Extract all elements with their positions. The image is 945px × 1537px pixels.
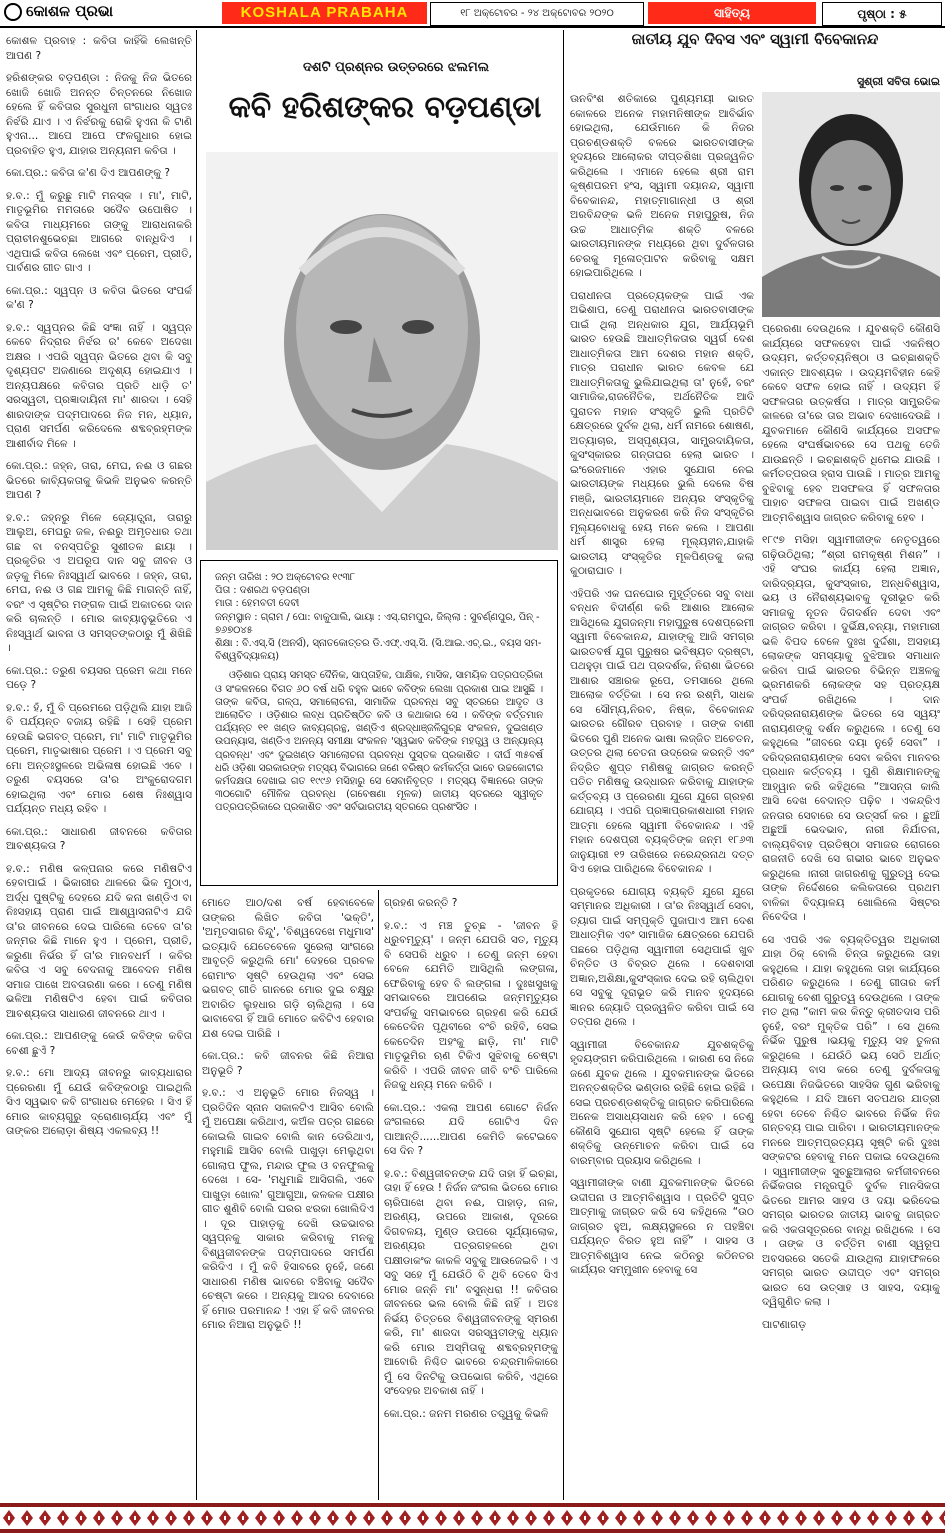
paragraph: କୋ.ପ୍ର.: ଏକଲା ଆପଣ ଗୋଟେ ନିର୍ଜନ ଜଂଗଲରେ ଯଦି ଗୋଟିଏ ଦିନ ପାଆନ୍ତି......ଆପଣ କେମିତି କଟେଇବେ ସେ ଦିନ ? [384, 1101, 558, 1157]
bio-education: ଶିକ୍ଷା : ବି.ଏସ୍.ସି (ଅନର୍ସ), ସ୍ନାତକୋତ୍ତର ଡି.ଏଫ୍.ଏସ୍.ସି. (ସି.ଆଇ.ଏଚ୍.ଇ., ବୟସ ସମ-ବିଶ୍ୱବିଦ୍ୟାଳୟ) [215, 638, 542, 663]
paragraph: ହ.ବ.: ଏ ମଞ୍ଚ ତୁଚ୍ଛ - 'ଜୀବନ ହି ଧ୍ରୁବମୃତ୍ୟୁ' । ଜନ୍ମ ଯେପରି ସତ, ମୃତ୍ୟୁ ବି ସେପରି ଧ୍ରୁବ । ତେଣୁ ଜନ୍ମ ହେବା ବେଳେ ଯେମିତି ଆସିଥିଲି ଲଙ୍ଗଳା, ଫେରିବାକୁ ହେବ ବି ଲଙ୍ଗଳା । ଦୁଃଖସୁଖକୁ ସମଭାବରେ ଆପଣେଇ ଜନ୍ମମୃତ୍ୟୁର ସଂପର୍କକୁ ସମଭାବରେ ଗ୍ରହଣ କରି ଯେଉଁ କେତେଦିନ ପୃଥିବୀରେ ବଂଚି ରହିବି, ସେଇ କେତେଦିନ ଅହଂକୁ ଛାଡ଼ି, ମା' ମାଟି ମାତୃଭୂମିର ଋଣ ଟିକିଏ ସୁଝିବାକୁ ଚେଷ୍ଟା କରିବି । ଏପରି ଜୀବନ ଜୀବି ବଂଚି ପାରିଲେ ନିଜକୁ ଧନ୍ୟ ମନେ କରିବି । [384, 919, 558, 1091]
poet-bio-box [200, 560, 558, 886]
paragraph: କୋ.ପ୍ର.: ଆପଣଙ୍କୁ କେଉଁ କବିଙ୍କ କବିତା ବେଶୀ ଛୁଏଁ ? [6, 1030, 192, 1057]
paragraph: ହ.ବ.: ମୁଁ କରୁଛୁ ମାଟି ମନସ୍କ । ମା', ମାଟି, ମାତୃଭୂମିର ମମତାରେ ସଦୈବ ଉପୋଷିତ । କବିତା ମାଧ୍ୟମରେ ତାଙ୍କୁ ଆରାଧନାକରି ପ୍ରାଚୀନଶୁଭେଚ୍ଛା ଆଗରେ ବାନ୍ଧିଦିଏ । ଏଥିପାଇଁ କବିତା ଲେଖେ ଏବଂ ପ୍ରେମ, ପ୍ରୀତି, ପାର୍ବଣର ଗୀତ ଗାଏ । [6, 189, 192, 274]
paragraph: ସେ ଏପରି ଏକ ବ୍ୟକ୍ତିତ୍ୱର ଅଧିକାରୀ ଯାହା ଠିକ୍ ବୋଲି ଚିନ୍ତା କରୁଥିଲେ ତାହା କହୁଥିଲେ । ଯାହା କହୁଥିଲେ ତାହା କାର୍ଯ୍ୟରେ ପରିଣତ କରୁଥିଲେ । ତେଣୁ ଗୀତାର କର୍ମ ଯୋଗକୁ ବେଶୀ ଗୁରୁତ୍ୱ ଦେଉଥିଲେ । ତାଙ୍କ ମତ ଥିଲା “କାମ କର କିନ୍ତୁ କ୍ରୀତଦାସ ପରି ନୁହେଁ, ବରଂ ମୁକ୍ତିକ ପରି” । ସେ ଥିଲେ ନିର୍ଭିକ ପୁରୁଷ ।ଭୟକୁ ମୃତ୍ୟୁ ସହ ତୁଳନା କରୁଥିଲେ । ଯେଉଁଠି ଭୟ ସେଠି ଅର୍ଥାତ୍ ଅନ୍ୟାୟ ବାସ କରେ ତେଣୁ ଦୁର୍ବଳତାକୁ ଉପେକ୍ଷା ନିଜଭିତରେ ସାହସିକ ଗୁଣ ଭରିବାକୁ କହୁଥିଲେ । ଯଦି ଆମେ ସତପଥର ଯାତ୍ରୀ ହେବା ତେବେ ନିଶ୍ଚିତ ଭାବରେ ନିର୍ଭିକ ନିଜ ଗନ୍ତବ୍ୟ ପାଇ ପାରିବା । ଭାରତୀୟମାନଙ୍କ ମନରେ ଆତ୍ମପ୍ରତ୍ୟୟ ସୃଷ୍ଟି କରି ଦୁଃଖ ସଙ୍କଟର ହେବାକୁ ମନେ ପକାଇ ଦେଉଥିଲେ । ସ୍ୱାମୀଜୀଙ୍କ ସୁଚ୍ଛୁଆଲାର କର୍ମଜୀବନରେ ନିର୍ଭିକତାର ମନ୍ତ୍ରପୁତି ଦୁର୍ବଳ ମାନସିକତା ଭିତରେ ଆମର ସାହସ ଓ ଦୟା ଭରିଦେଇ ସମଗ୍ର ଭାରତର ଜାତୀୟ ଭାବକୁ ଜାଗ୍ରତ କରି ଏକତାସୂତ୍ରରେ ବାନ୍ଧି ରଖିଥିଲେ । ସେ । ତାଙ୍କ ଓ ବର୍ତ୍ତିମ ବାଣୀ ସ୍ୱରୂପ ଅବସରରେ ସତେକି ଯାଉଥିଲା ଯାହାଫଳରେ ସମଗ୍ର ଭାରତ ଉଦ୍ଦୀପ୍ତ ଏବଂ ସମଗ୍ର ଭାରତ ସେ ଉତ୍ସାହ ଓ ସାହସ, ଦୟାକୁ ଦ୍ୱିଗୁଣିତ କଲା । [762, 933, 940, 1308]
paragraph: ହ.ବ.: ବିଶ୍ୱଜୀବନଙ୍କ ଯଦି ତାହା ହିଁ ଇଚ୍ଛା, ତାହା ହିଁ ହେଉ ! ନିର୍ଜନ ଜଂଗଲ ଭିତରେ ମୋର ଚାରିପାଖେ ଥିବା ନଈ, ପାହାଡ଼, ନାଳ, ଅରଣ୍ୟ, ଉପରେ ଆକାଶ, ଦୂରରେ ଦିଗବଳୟ, ମୁଣ୍ଡ ଉପରେ ସୂର୍ଯ୍ୟାଲୋକ, ଅରଣ୍ୟର ପତ୍ରଗହଳରେ ଥିବା ପକ୍ଷୀଡାକଂକ କାକଳି ସବୁକୁ ଆଉଜେଇବି । ଏ ସବୁ ସହେ ମୁଁ ଯେଉଁଠି ବି ଥିବି ତେବେ ସିଏ ମୋର ଜନ୍ନି ମା' ବସୁନ୍ଧରା !! କବିତାର ଜୀବନରେ ଭଲ ବୋଲି କିଛି ନାହିଁ । ଅତଃ ନିର୍ଭୟ ଚିତ୍ତରେ ବିଶ୍ୱଜୀବନଙ୍କୁ ସ୍ମରଣ କରି, ମା' ଶାରଦା ସରସ୍ୱତୀଙ୍କୁ ଧ୍ୟାନ କରି ମୋର ଅସ୍ମିତାକୁ ଶବ୍ଦବ୍ରହ୍ମଙ୍କୁ ଆବୋରି ନିଶ୍ଚିତ ଭାବରେ ଚନ୍ଦ୍ରମାଳିକାରେ ମୁଁ ସେ ଦିନଟିକୁ ଉପଭୋଗ କରିବି, ଏଥିରେ ସଂଦେହର ଅବକାଶ ନାହିଁ । [384, 1167, 558, 1397]
section-title: ସାହିତ୍ୟ [648, 2, 816, 24]
interview-left-column [6, 34, 192, 1500]
bio-paragraph: ଓଡ଼ିଶାର ପ୍ରାୟ ସମସ୍ତ ଦୈନିକ, ସାପ୍ତାହିକ, ପାକ୍ଷିକ, ମାସିକ, ସାମୟିକ ପତ୍ରପତ୍ରିକା ଓ ସଂକଳନରେ ବିଗତ ୬୦ ବର୍ଷ ଧରି ବହୁଳ ଭାବେ କବିଙ୍କ ଲେଖା ପ୍ରକାଶ ପାଇ ଆସୁଛି । ତାଙ୍କ କବିତା, ଗଳ୍ପ, ସମାଲୋଚନା, ସାମାଜିକ ପ୍ରବନ୍ଧ ସବୁ ସ୍ତରରେ ଆଦୃତ ଓ ଆଲୋଚିତ । ଓଡ଼ିଶାର ଲବ୍ଧ ପ୍ରତିଷ୍ଠିତ କବି ଓ କଥାକାର ସେ । କବିଙ୍କ ବର୍ତ୍ତମାନ ପର୍ଯ୍ୟନ୍ତ ୧୧ ଖଣ୍ଡ କାବ୍ୟଗ୍ରନ୍ଥ, ଖଣ୍ଡିଏ ଶ୍ରଦ୍ଧାଞ୍ଜଳିଗୁଚ୍ଛ ସଂକଳନ, ଦୁଇଖଣ୍ଡ ଉପନ୍ୟାସ, ଖଣ୍ଡିଏ ଅନନ୍ୟ ସମୀକ୍ଷା ସଂକଳନ 'ସ୍ୱଭାବ କବିଙ୍କ ମହତ୍ତ୍ୱ ଓ ଅନ୍ୟାନ୍ୟ ପ୍ରବନ୍ଧ' ଏବଂ ଦୁଇଖଣ୍ଡ ସମାଲୋଚନା ପ୍ରବନ୍ଧ ପୁସ୍ତକ ପ୍ରକାଶିତ । ଦୀର୍ଘ ୩୫ବର୍ଷ ଧରି ଓଡ଼ିଶା ସରକାରଙ୍କ ମତ୍ସ୍ୟ ବିଭାଗରେ ଜଣେ ବରିଷ୍ଠ କର୍ମକର୍ତ୍ତା ଭାବେ ଉଚ୍ଚକୋଟୀର କର୍ମଦକ୍ଷତା ଦେଖାଇ ଗତ ୧୯୯୬ ମସିହାରୁ ସେ ସେବାନିବୃତ୍ତ । ମତ୍ସ୍ୟ ବିଜ୍ଞାନରେ ତାଙ୍କ ୩୦ଗୋଟି ମୌଳିକ ପ୍ରବନ୍ଧ (ଗବେଷଣା ମୂଳକ) ଜାତୀୟ ସ୍ତରରେ ସ୍ୱୀକୃତ ପତ୍ରପତ୍ରିକାରେ ପ୍ରକାଶିତ ଏବଂ ସର୍ବଭାରତୀୟ ସ୍ତରରେ ପ୍ରଶଂସିତ । [215, 670, 543, 814]
paragraph: ଗ୍ରହଣ କରନ୍ତି ? [384, 897, 458, 909]
english-name: KOSHALA PRABAHA [222, 2, 427, 24]
author-photo [762, 92, 940, 317]
paragraph: କୋ.ପ୍ର.: ସାଧାରଣ ଜୀବନରେ କବିତାର ଆବଶ୍ୟକତା ? [6, 825, 192, 852]
interview-middle-right-column [384, 896, 558, 1500]
logo-icon [4, 3, 22, 21]
paragraph: କୋ.ପ୍ର.: କବି ଜୀବନର କିଛି ନିଆରା ଅନୁଭୂତି ? [202, 1050, 374, 1077]
paragraph: ହ.ବ.: ହଁ, ମୁଁ ବି ପ୍ରେମରେ ପଡ଼ିଥିଲି ଯାହା ଆଜି ବି ପର୍ଯ୍ୟନ୍ତ ବଜାୟ ରହିଛି । ସେହି ପ୍ରେମ ହେଉଛି ଭଗବତ୍ ପ୍ରେମ, ମା' ମାଟି ମାତୃଭୂମିର ପ୍ରେମ, ମାତୃଭାଷାର ପ୍ରେମ । ଏ ପ୍ରେମ ସବୁ ମୋ ଅନ୍ତଃସ୍ଥଳରେ ଅଭିଳାଷ ହୋଇଛି ଏବେ । ତରୁଣ ବୟସରେ ତା'ର ଅଂକୁରୋଦଗମ ହୋଇଥିଲା ଏବଂ ମୋର ଶେଷ ନିଃଶ୍ୱାସ ପର୍ଯ୍ୟନ୍ତ ମଧ୍ୟ ରହିବ । [6, 701, 192, 815]
column-rule [563, 30, 564, 1500]
paper-name-text: କୋଶଳ ପ୍ରଭା [26, 2, 114, 20]
masthead [0, 0, 945, 28]
page-number: ପୃଷ୍ଠା : ୫ [822, 2, 942, 26]
paper-name [4, 2, 214, 24]
paragraph: ୧୮୯୭ ମସିହା ସ୍ୱାମୀଜୀଙ୍କ ନେତୃତ୍ୱରେ ଗଢ଼ିଉଠିଥିଲା; “ଶ୍ରୀ ରାମକୃଷ୍ଣ ମିଶନ” । ଏହି ସଂଘର କାର୍ଯ୍ୟ ହେଲା ଅଜ୍ଞାନ, ଦାରିଦ୍ର୍ୟତା, କୁସଂସ୍କାର, ଅନ୍ଧବିଶ୍ୱାସ, ଭୟ ଓ ନୈରାଶ୍ୟଭାବକୁ ଦୂରୀଭୂତ କରି ସମାଜକୁ ନୂତନ ଦିଗଦର୍ଶନ ଦେବା ଏବଂ ଜାଗ୍ରତ କରିବା । ଦୁର୍ଭିକ୍ଷ,ବନ୍ୟା, ମହାମାରୀ ଭଳି ବିପଦ ବେଳେ ଦୁଃଖ ଦୁର୍ଦ୍ଦଶା, ଅସହାୟ ଲୋକଙ୍କ ସମସ୍ୟାକୁ ବୁଝିଆର ସମାଧାନ କରିବା ପାଇଁ ଭାରତର ବିଭିନ୍ନ ଅଞ୍ଚଳକୁ ଭ୍ରମଣକରି ଲୋକଙ୍କ ସହ ପ୍ରତ୍ୟକ୍ଷ ସଂପର୍କ ରଖିଥିଲେ । ଦାନ ଦରିଦ୍ରନାରାୟଣଙ୍କ ଭିତରେ ସେ ସ୍ୱୟଂ ନାରାୟଣଙ୍କୁ ଦର୍ଶନ କରୁଥିଲେ । ତେଣୁ ସେ କହୁଥିଲେ “ଜୀବରେ ଦୟା ନୁହେଁ ସେବା” । ଦରିଦ୍ରନାରାୟଣଙ୍କ ସେବା କରିବା ମାନବର ପ୍ରଧାନ କର୍ତ୍ତବ୍ୟ । ପୁଣି ଶିକ୍ଷାମାନଙ୍କୁ ଆହ୍ୱାନ କରି କହିଥିଲେ “ଆସନ୍ତା କାଲି ଆସି ଦେଖ ବେଦାନ୍ତ ପଢ଼ିବ । ଏକନ୍ଦ୍ରିଏ ଜନତାର ସେବାରେ ସେ ଉତ୍ସର୍ଗ କର । ଛୁଆଁ ଅଛୁଆଁ ଭେଦଭାବ, ନାରୀ ନିର୍ଯାତନା, ବାଲ୍ୟବିବାହ ପ୍ରତିଷ୍ଠା ସମାଜର ରୋଗରେ ରାଜନୀତି ଦେଖି ସେ ଗଭୀର ଭାବେ ଅନୁଭବ କରୁଥିଲେ ।ନାରୀ ଜାଗରଣକୁ ଗୁରୁତ୍ୱ ଦେଇ ତାଙ୍କ ନିର୍ଦ୍ଦେଶରେ କଲିକତାରେ ପ୍ରଥମ ବାଳିକା ବିଦ୍ୟାଳୟ ଖୋଲିଲେ ସିଷ୍ଟର ନିବେଦିତା । [762, 534, 940, 923]
interview-headline: କବି ହରିଶଙ୍କର ବଡ଼ପଣ୍ଡା [228, 90, 542, 125]
article2-narrow-column [570, 92, 754, 1500]
paragraph: ପ୍ରେରଣା ଦେଉଥିଲେ । ଯୁବଶକ୍ତି କୌଣସି କାର୍ଯ୍ୟରେ ସଫଳହେବା ପାଇଁ ଏକନିଷ୍ଠ ଉଦ୍ୟମ, କର୍ତ୍ତବ୍ୟନିଷ୍ଠା ଓ ଇଚ୍ଛାଶକ୍ତି ଏକାନ୍ତ ଆବଶ୍ୟକ । ଉଦ୍ୟମବିହୀନ କେହି କେବେ ସଫଳ ହୋଇ ନାହିଁ । ଉଦ୍ୟମ ହିଁ ସଫଳତାର ଉତ୍କର୍ଷତା । ମାତ୍ର ସାମ୍ପ୍ରତିକ କାଳରେ ତା'ରେ ତାର ଅଭାବ ଦେଖାଦେଉଛି ।ଯୁବକମାନେ କୌଣସି କାର୍ଯ୍ୟରେ ଅସଫଳ ହେଲେ ସଂଘର୍ଷଭାବରେ ସେ ପଥକୁ ତେଜି ଯାଉଛନ୍ତି । ଇଚ୍ଛାଶକ୍ତି ଧିମେଇ ଯାଉଛି । କର୍ମତତ୍ପରତା ହ୍ରାସ ପାଉଛି । ମାତ୍ର ଆମକୁ ବୁଝିବାକୁ ହେବ ଅସଫଳତା ହିଁ ସଫଳତାର ପାହାଚ ସଫଳତା ପାଇବା ପାଇଁ ଅଖଣ୍ଡ ଆତ୍ମବିଶ୍ୱାସ ଜାଗ୍ରତ କରିବାକୁ ହେବ । [762, 323, 940, 524]
paragraph: ହରିଶଙ୍କର ବଡ଼ପଣ୍ଡା : ନିଜକୁ ନିଜ ଭିତରେ ଖୋଜି ଖୋଜି ଅନନ୍ତ ଚିନ୍ତନରେ ନିଖୋଜ ହେଲେ ହିଁ କବିତାର ସୁରଧୁନୀ ଗଂଗାଧର ସ୍ୱତଃ ନିର୍ଝରି ଯାଏ । ଏ ନିର୍ଝରକୁ ରୋକି ହୁଏନା କି ଟାଣି ହୁଏନା... ଆପେ ଆପେ ଫଳଗୁଧାର ହୋଇ ପ୍ରବାହିତ ହୁଏ, ଯାହାର ଅନ୍ୟନାମ କବିତା । [6, 72, 192, 157]
article2-wide-column [762, 322, 940, 1500]
paragraph: ସ୍ୱାମୀଜୀ ବିବେକାନନ୍ଦ ଯୁବଶକ୍ତିକୁ ହୃଦୟଙ୍ଗମ କରିପାରିଥିଲେ । କାରଣ ସେ ନିଜେ ଜଣେ ଯୁବକ ଥିଲେ । ଯୁବକମାନଙ୍କ ଭିତରେ ଅନନ୍ତଶକ୍ତିର ଭଣ୍ଡାର ରହିଛି ହୋଇ ରହିଛି । ସେଇ ପ୍ରଚଣ୍ଡଶକ୍ତିକୁ ଜାଗ୍ରତ କରିପାରିଲେ ଅନେକ ଅସାଧ୍ୟସାଧନ କରି ହେବ । ତେଣୁ କୌଣସି ସୁଯୋଗ ସୃଷ୍ଟି ହେଲେ ହିଁ ତାଙ୍କ ଶକ୍ତିକୁ ଉନ୍ମୋଚନ କରିବା ପାଇଁ ସେ ବାରମ୍ବାର ପ୍ରୟାସ କରିଥିଲେ । [570, 1038, 754, 1167]
interview-middle-left-column [202, 896, 374, 1500]
paragraph: ହ.ବ.: ମଣିଷ କଳ୍ପନାର କରେ ମଣିଷଟିଏ ହେବାପାଇଁ । ଭିକାରୀର ଥାଳରେ ଭିକ ମୁଠାଏ, ଅର୍ଦ୍ଧ ପୁଷ୍ଟିକୁ ଦେହରେ ଯଦି କନା ଖଣ୍ଡିଏ ବା ନିଃସହାୟ ପ୍ରାଣ ପାଇଁ ଆଶ୍ୱାସନାଟିଏ ଯଦି ତା'ର ଜୀବନରେ ଦେଇ ପାରିଲେ ତେବେ ତା'ର ଜନ୍ମର କିଛି ମାନେ ହୁଏ । ପ୍ରେମ, ପ୍ରୀତି, କରୁଣା ନିର୍ଭର ହିଁ ତା'ର ମାନବଧର୍ମ । କବିର କବିତା ଏ ସବୁ ବେଦନାକୁ ଆବେଦନ ମଣିଷ ସମାଜ ପାଖେ ଅବତାରଣା କରେ । ତେଣୁ ମଣିଷ ଭଳିଆ ମଣିଷଟିଏ ହେବା ପାଇଁ କବିତାର ଆବଶ୍ୟକତା ସାଧାରଣ ଜୀବନରେ ଥାଏ । [6, 862, 192, 1020]
paragraph: କୋ.ପ୍ର.: ଜନମ ମରଣର ତତ୍ତ୍ୱକୁ କିଭଳି [384, 1407, 549, 1420]
paragraph: କୋଶଳ ପ୍ରବାହ : କବିତା କାହିଁକି ଲେଖନ୍ତି ଆପଣ ? [6, 35, 192, 62]
paragraph: ପାଟଣାଗଡ଼ [762, 1318, 807, 1331]
paragraph: ହ.ବ.: ମୋ ଆଦ୍ୟ ଜୀବନରୁ କାବ୍ୟଧାରାର ପ୍ରେରଣା ମୁଁ ଯେଉଁ କବିଙ୍କଠାରୁ ପାଇଥିଲି ସିଏ ସ୍ୱଭାବ କବି ଗଂଗାଧର ମେହେର । ସିଏ ହିଁ ମୋର କାବ୍ୟଗୁରୁ ଦ୍ରୋଣାଚାର୍ଯ୍ୟ ଏବଂ ମୁଁ ତାଙ୍କର ଅଲୋଡ଼ା ଶିଷ୍ୟ ଏକଲବ୍ୟ !! [6, 1067, 192, 1137]
article2-title: ଜାତୀୟ ଯୁବ ଦିବସ ଏବଂ ସ୍ୱାମୀ ବିବେକାନନ୍ଦ [631, 30, 879, 48]
paragraph: କୋ.ପ୍ର.: ତରୁଣ ବୟସର ପ୍ରେମ କଥା ମନେ ପଡ଼େ ? [6, 664, 192, 691]
poet-photo [206, 152, 558, 550]
paragraph: ହ.ବ.: ସ୍ୱପ୍ନର କିଛି ସଂଜ୍ଞା ନାହିଁ । ସ୍ୱପ୍ନ କେବେ ନିଦ୍ରାର ନିର୍ଝର ର' କେବେ ଅଦେଖା ଅକ୍ଷର । ଏପରି ସ୍ୱପ୍ନ ଭିତରେ ଥିବା କି ସବୁ ଦୃଶ୍ୟପଟ ଅଜଣାରେ ଅଦୃଶ୍ୟ ହୋଇଯାଏ । ଅନ୍ୟପକ୍ଷରେ କବିତାର ପ୍ରତି ଧାଡ଼ି ତ' ସରସ୍ୱତୀ, ପ୍ରଜ୍ଞାଦାୟିନୀ ମା' ଶାରଦା । ସେହି ଶାରଦାଙ୍କ ପଦ୍ମପାଦରେ ନିଜ ମନ, ଧ୍ୟାନ, ପ୍ରାଣ ସମର୍ପଣ କରିଦେଲେ ଶବ୍ଦବ୍ରହ୍ମଙ୍କ ଆଶୀର୍ବାଦ ମିଳେ । [6, 321, 192, 450]
author-portrait-image [762, 92, 940, 317]
paragraph: ମୋତେ ଆଠ/ଦଶ ବର୍ଷ ହେବାବେଳେ ତାଙ୍କର ଲିଖିତ କବିତା 'ଭକ୍ତି', 'ଅମୃତସାଗର ବିନ୍ଦୁ', 'ବିଶ୍ୱଦେଖେ ମଧୁମାସ' ଇତ୍ୟାଦି ଯେତେବେଳେ ସୁରେଲା ସାଂଗରେ ଆବୃତ୍ତି କରୁଥିଲି ମୋ' ଦେହରେ ପ୍ରବଳ ରୋମାଂଚ ସୃଷ୍ଟି ହେଉଥିଲା ଏବଂ ସେଇ ଭଗବତ୍ ଗୀତି ଗାନରେ ମୋର ଦୁଇ ଚକ୍ଷୁରୁ ଅବାରିତ ଲୁହଧାର ଗଡ଼ି ଚାଲିଥିଲା । ସେ ଭାବାବେଗ ହିଁ ଆଜି ମୋତେ କବିଟିଏ ହେବାର ଯଶ ଦେଇ ପାରିଛି । [202, 897, 374, 1040]
bio-birthplace: ଜନ୍ମସ୍ଥାନ : ଗ୍ରାମ / ପୋ: ବାକୁପାଲି, ଭାୟା : ଏସ୍.ରାମପୁର, ଜିଲ୍ଲା : ସୁବର୍ଣ୍ଣପୁର, ପିନ୍ - ୭୬୭୦୪୫ [215, 611, 540, 636]
interview-kicker: ଦଶଟି ପ୍ରଶ୍ନର ଉତ୍ତରରେ ଝଲମଲ [302, 60, 490, 75]
paragraph: ସ୍ୱାମୀଜୀଙ୍କ ବାଣୀ ଯୁବକମାନଙ୍କ ଭିତରେ ଉଦ୍ଦୀପନା ଓ ଆତ୍ମବିଶ୍ୱାସ । ପ୍ରତିଟି ସୁପ୍ତ ଆତ୍ମାକୁ ଜାଗ୍ରତ କରି ସେ କହିଥିଲେ “ଉଠ ଜାଗ୍ରତ ହୁଅ, ଲକ୍ଷ୍ୟସ୍ଥଳରେ ନ ପହଞ୍ଚିବା ପର୍ଯ୍ୟନ୍ତ ବିରତ ହୁଅ ନାହିଁ” । ସାହସ ଓ ଆତ୍ମବିଶ୍ୱାସ ନେଇ କଠିନରୁ କଠିନତର କାର୍ଯ୍ୟର ସମ୍ମୁଖୀନ ହେବାକୁ ସେ [570, 1177, 754, 1276]
paragraph: କୋ.ପ୍ର.: ସ୍ୱପ୍ନ ଓ କବିତା ଭିତରେ ସଂପର୍କ କ'ଣ ? [6, 284, 192, 311]
column-rule [378, 890, 379, 1500]
paragraph: ହ.ବ.: ଏ ଅନୁଭୂତି ମୋର ନିଜସ୍ୱ । ପ୍ରତିଦିନ ସ୍ନାନ ସକାଳଟିଏ ଆସିବ ବୋଲି ମୁଁ ଅପେକ୍ଷା କରିଥାଏ, କଅଁଳ ପତ୍ର ଗଛରେ କୋଇଲି ଗାଇବ ବୋଲି କାନ ଡେରିଥାଏ, ମହୁମାଛି ଆସିବ ବୋଲି ପାଖୁଡ଼ା ମେଲୁଥିବା ଗୋଲାପ ଫୁଲ, ମନ୍ଦାର ଫୁଲ ଓ ବନଫୁଲକୁ ଦେଖେ । ସେ- 'ମଧୁମାଛି ଆସିଗଲି, ଏବେ ପାଖୁଡ଼ା ଖୋଲ' ଗୁଆଗୁଆ, କଳକଳ ପକ୍ଷୀର ଗୀତ ଶୁଣିବି ବୋଲି ଘରର ଝରକା ଖୋଲିଦିଏ । ଦୂର ପାହାଡ଼କୁ ଦେଖି ଉଚ୍ଚଭାବର ସ୍ୱପ୍ନକୁ ସାକାର କରିବାକୁ ମନକୁ ବିଶ୍ୱଜୀବନଙ୍କ ପଦ୍ମପାଦରେ ସମର୍ପଣ କରିଦିଏ । ମୁଁ କବି ହିସାବରେ ନୁହେଁ, ଜଣେ ସାଧାରଣ ମଣିଷ ଭାବରେ ବଞ୍ଚିବାକୁ ସଦୈବ ଚେଷ୍ଟା କରେ । ଅନ୍ୟକୁ ଆଦର ଦେବାରେ ହିଁ ମୋର ପରମାନନ୍ଦ ! ଏହା ହିଁ କବି ଜୀବନର ମୋର ନିଆରା ଅନୁଭୂତି !! [202, 1087, 374, 1331]
column-rule [196, 30, 197, 1500]
paragraph: ପରାଧୀନତା ପ୍ରତ୍ୟେକଙ୍କ ପାଇଁ ଏକ ଅଭିଶାପ, ତେଣୁ ପରାଧୀନତା ଭାରତବାସୀଙ୍କ ପାଇଁ ଥିଲା ଅନ୍ଧକାର ଯୁଗ, ଆର୍ଯ୍ୟଭୂମି ଭାରତ ହେଉଛି ଆଧାତ୍ମିକତାର ସ୍ୱର୍ଗ ଦେଶ ଆଧାତ୍ମିକତା ଆମ ଦେଶର ମହାନ ଶକ୍ତି, ମାତ୍ର ପରାଧୀନ ଭାରତ କେବଳ ଯେ ଆଧାତ୍ମିକତାକୁ ଭୁଲିଯାଇଥିଲା ତା' ନୁହେଁ, ବରଂ ସାମାଜିକ,ରାଜନୈତିକ, ଅର୍ଥନୈତିକ ଆଦି ପୁରାତନ ମହାନ ସଂସ୍କୃତି ଭୁଲି ପ୍ରତିଟି କ୍ଷେତ୍ରରେ ଦୁର୍ବଳ ଥିଲା, ଧର୍ମ ନାମରେ ଶୋଷଣ, ଅତ୍ୟାଚାର, ଅସ୍ପୃଶ୍ୟତା, ସାମ୍ପ୍ରଦାୟିକତା, କୁସଂସ୍କାରର ଗନ୍ତାଘର ହେଲା ଭାରତ । ଇଂରେଜମାନେ ଏହାର ସୁଯୋଗ ନେଇ ଭାରତୀୟଙ୍କ ମଧ୍ୟରେ ଭୁଲି ଦେଲେ ବିଷ ମଞ୍ଜି, ଭାରତୀୟମାନେ ଅନ୍ୟର ସଂସ୍କୃତିକୁ ଅନ୍ଧଭାବରେ ଅନୁକରଣ କରି ନିଜ ସଂସ୍କୃତିର ମୂଲ୍ୟବୋଧକୁ ହେୟ ମନେ କଲେ । ଆପଣା ଧର୍ମ ଶାସ୍ତ୍ର ହେଲା ମୂଲ୍ୟହୀନ,ଯାହାକି ଭାରତୀୟ ସଂସ୍କୃତିର ମୂଳପିଣ୍ଡକୁ କଲା କୁଠାରାଘାତ । [570, 289, 754, 577]
border-pattern-icon [0, 1503, 945, 1533]
decorative-border [0, 1503, 945, 1533]
paragraph: ଊନବିଂଶ ଶତିକାରେ ପୁଣ୍ୟମୟୀ ଭାରତ କୋଳରେ ଅନେକ ମହାମନିଷୀଙ୍କ ଆବିର୍ଭାବ ହୋଇଥିଲା, ଯେଉଁମାନେ କି ନିଜର ପ୍ରଚଣ୍ଡଶକ୍ତି ବଳରେ ଭାରତବାସୀଙ୍କ ହୃଦୟରେ ଆଲୋକର ଦୀପ୍ତଶିଖା ପ୍ରଜ୍ୱଳିତ କରିଥିଲେ । ଏମାନେ ହେଲେ ଶ୍ରୀ ରାମ କୃଷ୍ଣପରମ ହଂସ, ସ୍ୱାମୀ ଦୟାନନ୍ଦ, ସ୍ୱାମୀ ବିବେକାନନ୍ଦ, ମହାତ୍ମାଗାନ୍ଧୀ ଓ ଶ୍ରୀ ଅରବିନ୍ଦଙ୍କ ଭଳି ଅନେକ ମହାପୁରୁଷ, ନିଜ ଉଚ୍ଚ ଆଧାତ୍ମିକ ଶକ୍ତି ବଳରେ ଭାରତୀୟମାନଙ୍କ ମଧ୍ୟରେ ଥିବା ଦୁର୍ବଳତାର ଚେରକୁ ମୂଳୋତ୍ପାଟନ କରିବାକୁ ସକ୍ଷମ ହୋଇପାରିଥିଲେ । [570, 93, 754, 279]
paragraph: ହ.ବ.: ଜହ୍ନରୁ ମିଳେ ଜ୍ୟୋତ୍ସ୍ନା, ତାରାରୁ ଆଲୁଅ, ମେଘରୁ ଜଳ, ନଈରୁ ଅମୃତଧାର ତଥା ଗଛ ବା ବନସ୍ପତିରୁ ସୁଶୀତଳ ଛାୟା । ପ୍ରକୃତିର ଏ ଅପରୂପ ଦାନ ସବୁ ଜୀବନ ଓ ଜଡ଼କୁ ମିଳେ ନିଃସ୍ୱାର୍ଥ ଭାବରେ । ଜହ୍ନ, ତାରା, ମେଘ, ନଈ ଓ ଗଛ ଆମକୁ କିଛି ମାଗନ୍ତି ନାହିଁ, ବରଂ ଏ ସୃଷ୍ଟିର ମଙ୍ଗଳ ପାଇଁ ଅକାତରେ ଦାନ କରି ଚାଲନ୍ତି । ମୋର କାବ୍ୟାନୁଭୂତିରେ ଏ ନିଃସ୍ୱାର୍ଥ ଭାବନା ଓ ସମସ୍ତଙ୍କଠାରୁ ମୁଁ ଶିଖିଛି । [6, 511, 192, 654]
bio-mother: ମାତା : ହେମବତୀ ଦେବୀ [215, 598, 300, 610]
bio-father: ପିତା : ଦଶରଥ ବଡ଼ପଣ୍ଡା [215, 585, 310, 597]
issue-date: ୧୮ ଅକ୍ଟୋବର - ୨୪ ଅକ୍ଟୋବର ୨୦୨୦ [430, 2, 644, 26]
bio-dob: ଜନ୍ମ ତାରିଖ : ୨୦ ଅକ୍ଟୋବର ୧୯୩୮ [215, 572, 356, 583]
paragraph: ଏହିପରି ଏକ ଘନଘୋର ମୁହୂର୍ତ୍ତରେ ସବୁ ବାଧା ବନ୍ଧନ ବିଦୀର୍ଣ୍ଣ କରି ଆଶାର ଆଲୋକ ଆସିଥିଲେ ଯୁଗଜନ୍ମା ମହାପୁରୁଷ ଦେଶପ୍ରେମୀ ସ୍ୱାମୀ ବିବେକାନନ୍ଦ, ଯାହାଙ୍କୁ ଆଜି ସମଗ୍ର ଭାରତବର୍ଷ ଯୁଗ ପୁରୁଷର ଭବିଷ୍ୟତ ଦ୍ରଷ୍ଟା, ପଥହୁଡ଼ା ପାଇଁ ପଥ ପ୍ରଦର୍ଶକ, ନିରାଶା ଭିତରେ ଆଶାର ସଞ୍ଚାରକ ରୂପେ, ତମସାରେ ଥିଲେ ଆଲୋକ ବର୍ତ୍ତିକା । ସେ ନର ରଶ୍ମି, ସାଧକ ସେ ସୌମ୍ୟ,ନିରବ, ନିଷ୍କ, ବିବେକାନନ୍ଦ ଭାରତର ଗୌରବ ପ୍ରବାହ । ତାଙ୍କ ବାଣୀ ଭିତରେ ପୁଣି ଅନେକ ଭାଷା ଲଜ୍ଜିତ ଅଚେତନ, ଉତ୍ତର ଥିଲା ଚେତନା ଉଦ୍ରେକ କରନ୍ତି ଏବଂ ନିଦ୍ରିତ ଶୁପ୍ତ ମଣିଷକୁ ଜାଗ୍ରତ କରନ୍ତି ପତିତ ମଣିଷକୁ ଉଦ୍ଧାରନ କରିବାକୁ ଯାହାଙ୍କ କର୍ତ୍ତବ୍ୟ ଓ ପ୍ରେରଣା ଯୁଗେ ଯୁଗେ ଗ୍ରହଣ ଯୋଗ୍ୟ । ଏପରି ପ୍ରଜ୍ଞାପ୍ରକାଶଧାରୀ ମହାନ ଆତ୍ମା ହେଲେ ସ୍ୱାମୀ ବିବେକାନନ୍ଦ । ଏହି ମହାନ ଦେଶପ୍ରୀ ବ୍ୟକ୍ତିଙ୍କ ଜନ୍ମ ୧୮୬୩ ଜାନୁୟାରୀ ୧୨ ତାରିଖରେ ନରେନ୍ଦ୍ରନାଥ ଦତ୍ତ ସିଏ ହୋଇ ପାରିଥିଲେ ବିବେକାନନ୍ଦ । [570, 587, 754, 875]
article2-author: ସୁଶ୍ରୀ ସବିତା ଭୋଇ [857, 75, 940, 88]
paragraph: କୋ.ପ୍ର.: କବିତା କ'ଣ ଦିଏ ଆପଣଙ୍କୁ ? [6, 167, 171, 179]
paragraph: ପ୍ରକୃତରେ ଯୋଗ୍ୟ ବ୍ୟକ୍ତି ଯୁଗେ ଯୁଗେ ସମ୍ମାନର ଅଧିକାରୀ । ତା'ର ନିଃସ୍ୱାର୍ଥ ସେବା, ତ୍ୟାଗ ପାଇଁ ସମ୍ପୃକ୍ତି ପୁଜାପାଏ ଆମ ଦେଶ ଆଧାତ୍ମିକ ଏବଂ ସାମାଜିକ କ୍ଷେତ୍ରରେ ଯେପରି ପଛରେ ପଡ଼ିଥିଲା ସ୍ୱାମୀଜୀ ସେଥିପାଇଁ ଖୁବ ଚିନ୍ତିତ ଓ ବିବ୍ରତ ଥିଲେ । ଦେଶବାସୀ ଅଜ୍ଞାନ,ଅଶିକ୍ଷା,କୁସଂସ୍କାର ଦେଇ ରହି ଚାଲିଥିବା ସେ ସବୁକୁ ଦୂରାଭୂତ କରି ମାନବ ହୃଦୟରେ ଜ୍ଞାନର ଜ୍ୟୋତି ପ୍ରଜ୍ୱଳିତ କରିବା ପାଇଁ ସେ ତତ୍ପର ଥିଲେ । [570, 885, 754, 1028]
poet-portrait-image [206, 152, 558, 550]
paragraph: କୋ.ପ୍ର.: ଜହ୍ନ, ତାରା, ମେଘ, ନଈ ଓ ଗଛର ଭିତରେ କାବ୍ୟିକତାକୁ କିଭଳି ଅନୁଭବ କରନ୍ତି ଆପଣ ? [6, 460, 192, 501]
